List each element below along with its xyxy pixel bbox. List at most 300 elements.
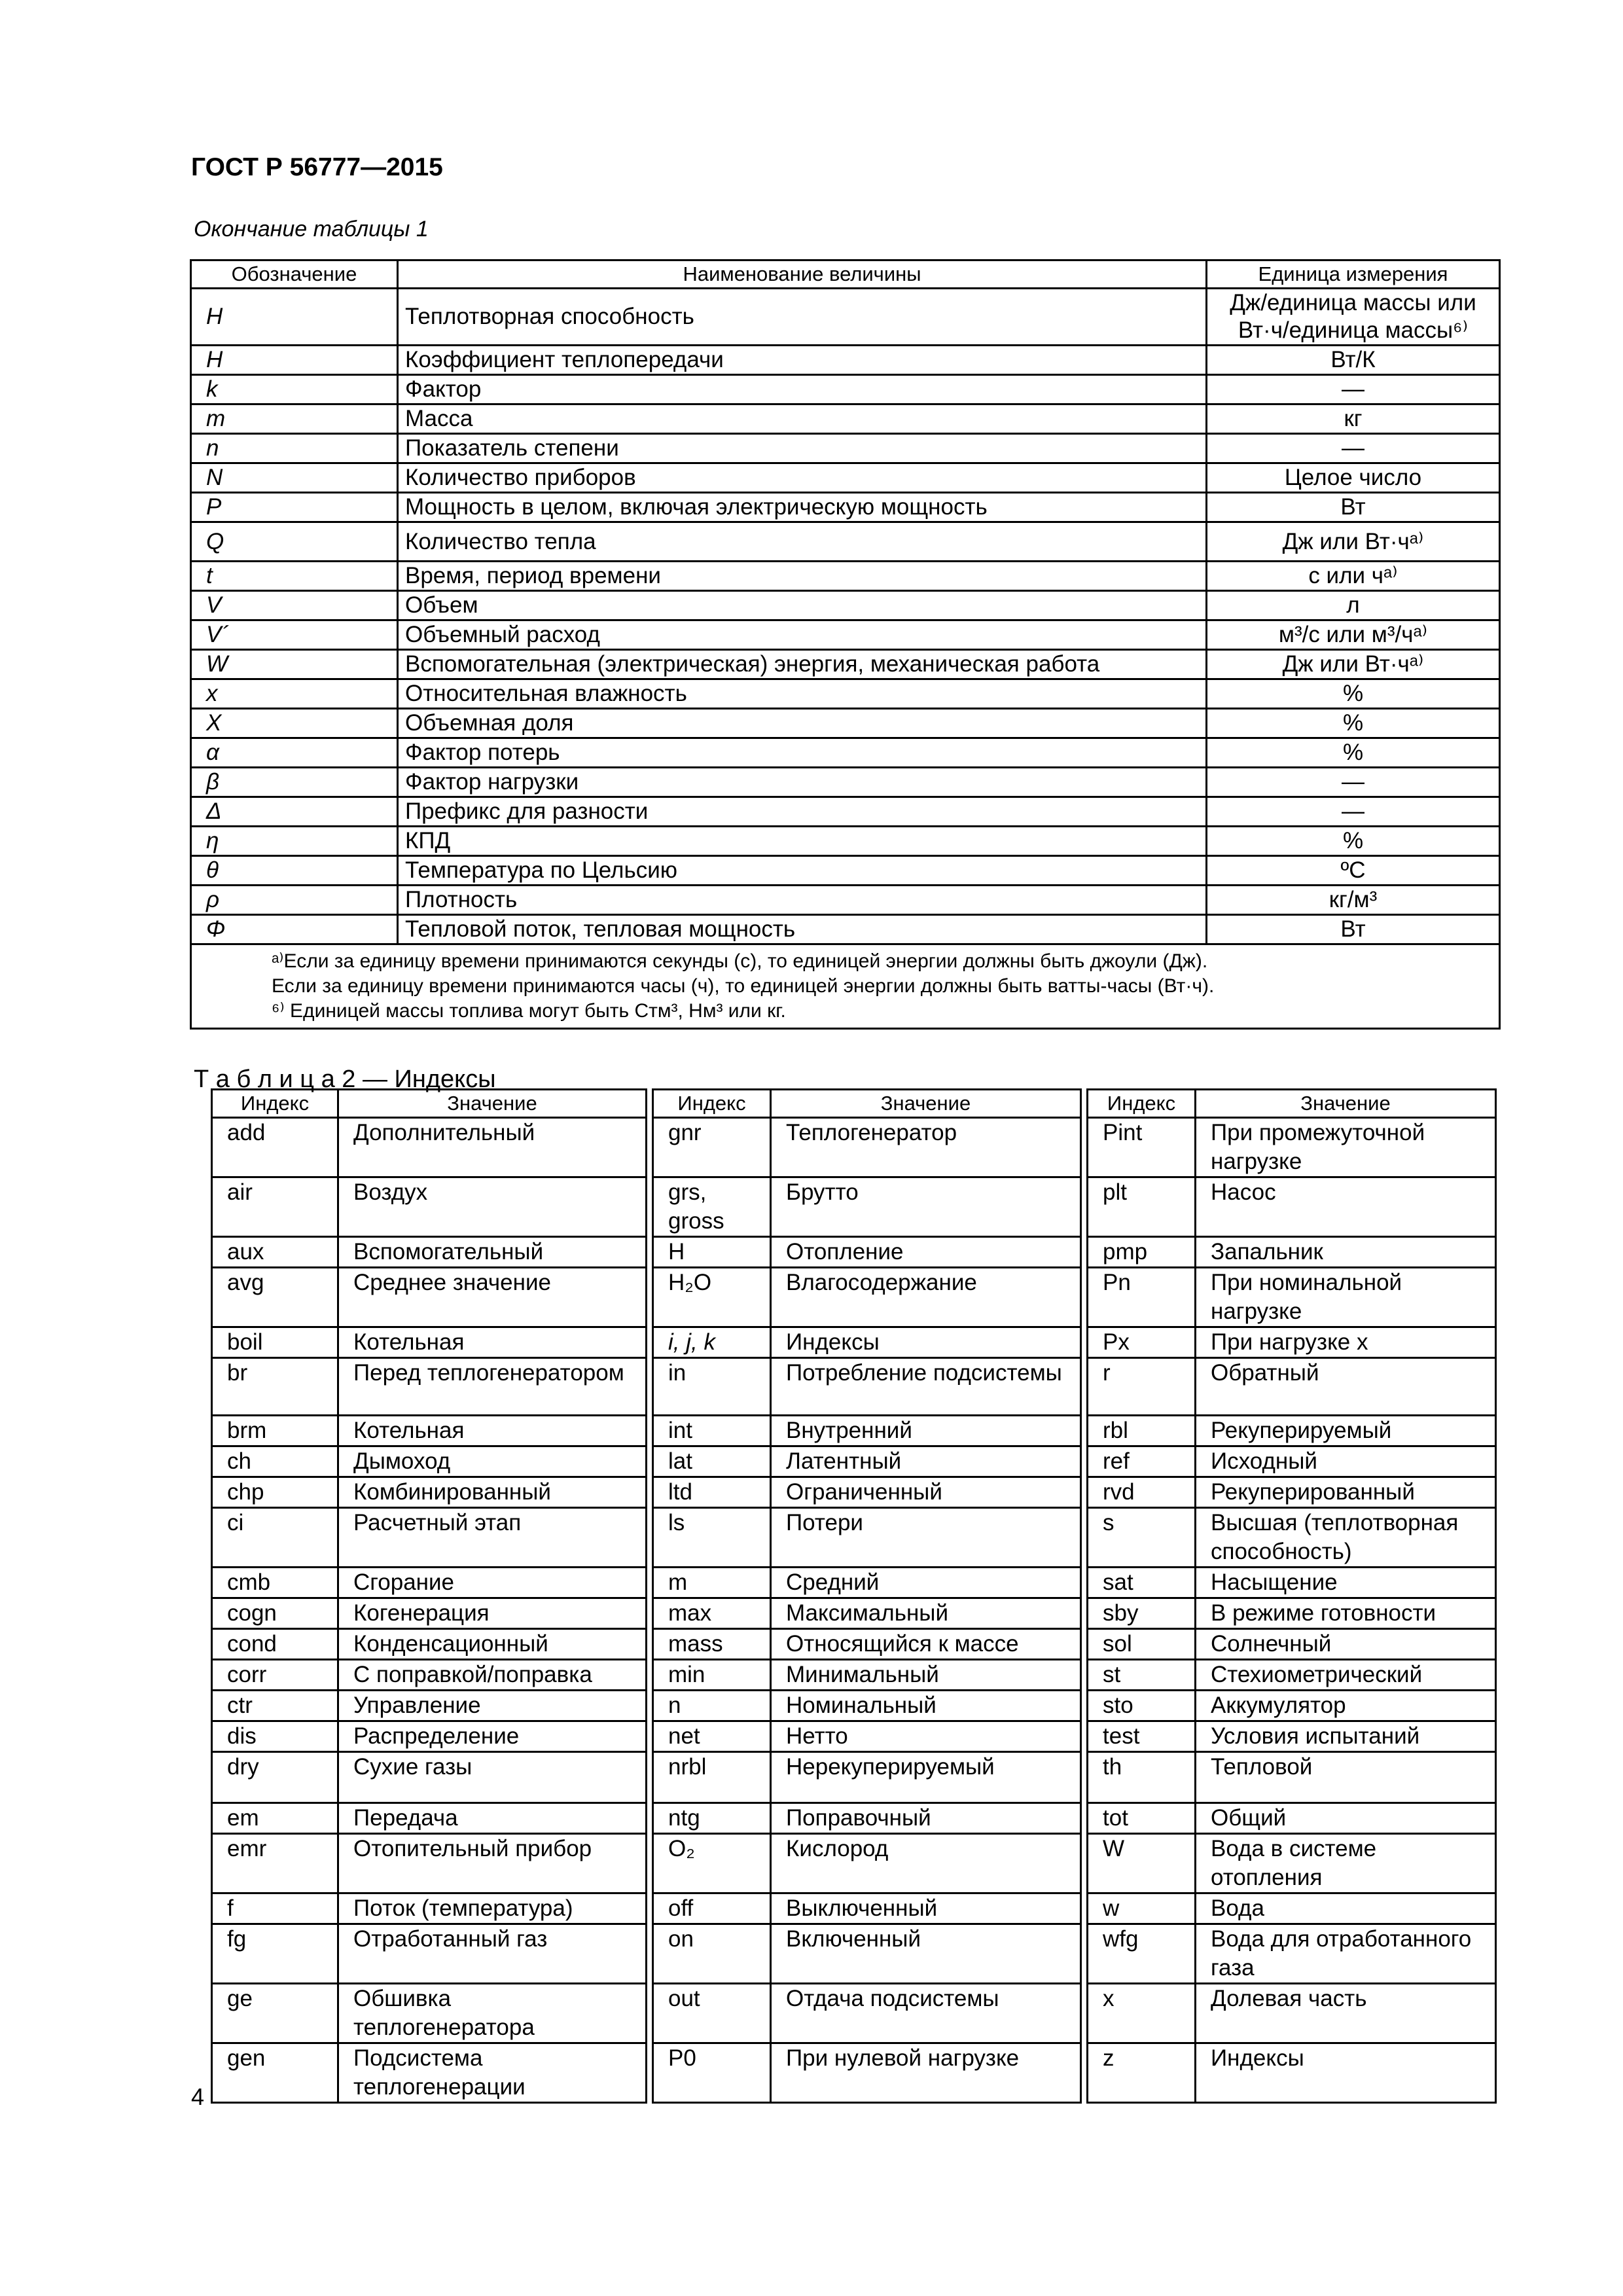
table1-cell-unit: % xyxy=(1207,827,1500,856)
table2-cell-meaning: Отопление xyxy=(771,1237,1081,1268)
table2-column-gap xyxy=(647,1598,653,1629)
table2-cell-index: H xyxy=(653,1237,771,1268)
table2-cell-meaning: Сухие газы xyxy=(338,1752,647,1803)
table2-column-gap xyxy=(647,1177,653,1237)
table2-column-gap xyxy=(1081,1893,1088,1924)
table2-cell-index: ctr xyxy=(212,1691,338,1721)
table2-column-gap xyxy=(647,2043,653,2103)
table2-cell-index: add xyxy=(212,1118,338,1177)
table1-row xyxy=(191,915,1500,944)
table2-cell-meaning: Вода xyxy=(1196,1893,1496,1924)
table1-cell-name: Фактор потерь xyxy=(398,738,1207,768)
table1-header-unit: Единица измерения xyxy=(1207,260,1500,289)
table2-column-gap xyxy=(1081,1568,1088,1598)
table2-cell-index: on xyxy=(653,1924,771,1984)
table2-cell-index: ch xyxy=(212,1446,338,1477)
table2-cell-meaning: Общий xyxy=(1196,1803,1496,1834)
table1-cell-symbol: Φ xyxy=(191,915,398,944)
table1-cell-name: Температура по Цельсию xyxy=(398,856,1207,886)
table1-row xyxy=(191,463,1500,493)
table1-row xyxy=(191,522,1500,562)
table2-cell-meaning: Отдача подсистемы xyxy=(771,1984,1081,2043)
table1-cell-symbol: V xyxy=(191,591,398,620)
table2-cell-index: gnr xyxy=(653,1118,771,1177)
table2-cell-meaning: Обратный xyxy=(1196,1358,1496,1416)
table2-cell-meaning: Рекуперируемый xyxy=(1196,1416,1496,1446)
table1-row xyxy=(191,650,1500,679)
table2-cell-index: ge xyxy=(212,1984,338,2043)
table2-column-gap xyxy=(1081,1691,1088,1721)
table2-cell-index: mass xyxy=(653,1629,771,1660)
table1-cell-unit: Дж/единица массы или Вт·ч/единица массы⁶⁾ xyxy=(1207,289,1500,346)
table2-cell-meaning: Конденсационный xyxy=(338,1629,647,1660)
table1-cell-unit: % xyxy=(1207,709,1500,738)
table2-cell-meaning: Воздух xyxy=(338,1177,647,1237)
table1-cell-symbol: θ xyxy=(191,856,398,886)
table2-cell-meaning: Латентный xyxy=(771,1446,1081,1477)
table1-cell-unit: Целое число xyxy=(1207,463,1500,493)
table1-cell-name: Коэффициент теплопередачи xyxy=(398,346,1207,375)
table2-cell-index: pmp xyxy=(1088,1237,1196,1268)
table1-cell-name: Время, период времени xyxy=(398,562,1207,591)
table2-header-row xyxy=(212,1090,1496,1118)
table2-cell-index: ntg xyxy=(653,1803,771,1834)
table2-cell-meaning: Нерекуперируемый xyxy=(771,1752,1081,1803)
table1-cell-name: Объемная доля xyxy=(398,709,1207,738)
table2-cell-index: rvd xyxy=(1088,1477,1196,1508)
table2-cell-meaning: Индексы xyxy=(771,1327,1081,1358)
table2-cell-index: ls xyxy=(653,1508,771,1568)
table2-row xyxy=(212,1629,1496,1660)
table1-cell-name: Мощность в целом, включая электрическую мощность xyxy=(398,493,1207,522)
table1-cell-unit: % xyxy=(1207,679,1500,709)
table2-column-gap xyxy=(1081,1834,1088,1893)
table1-cell-unit: Вт xyxy=(1207,493,1500,522)
table2-cell-index: Pint xyxy=(1088,1118,1196,1177)
table2-cell-meaning: Максимальный xyxy=(771,1598,1081,1629)
table2-cell-meaning: Исходный xyxy=(1196,1446,1496,1477)
table1-row xyxy=(191,434,1500,463)
table1-row xyxy=(191,591,1500,620)
table2-column-gap xyxy=(1081,1237,1088,1268)
table2-column-gap xyxy=(1081,1752,1088,1803)
table2-cell-meaning: Потери xyxy=(771,1508,1081,1568)
table2-cell-meaning: Комбинированный xyxy=(338,1477,647,1508)
table2-column-gap xyxy=(1081,1358,1088,1416)
table2-cell-index: i, j, k xyxy=(653,1327,771,1358)
table2-column-gap xyxy=(1081,1090,1088,1118)
table2-cell-index: Px xyxy=(1088,1327,1196,1358)
table1-row xyxy=(191,289,1500,346)
table2-cell-meaning: Отопительный прибор xyxy=(338,1834,647,1893)
table2-cell-index: int xyxy=(653,1416,771,1446)
table2-column-gap xyxy=(1081,2043,1088,2103)
table2-cell-meaning: При номинальной нагрузке xyxy=(1196,1268,1496,1327)
table2-cell-index: ref xyxy=(1088,1446,1196,1477)
table2-header-index: Индекс xyxy=(653,1090,771,1118)
table2-cell-index: in xyxy=(653,1358,771,1416)
table2-cell-meaning: Котельная xyxy=(338,1416,647,1446)
table2-column-gap xyxy=(647,1237,653,1268)
table2-cell-index: rbl xyxy=(1088,1416,1196,1446)
table1-cell-unit: ºС xyxy=(1207,856,1500,886)
table2-row xyxy=(212,1660,1496,1691)
table2-column-gap xyxy=(647,1629,653,1660)
table2-cell-index: f xyxy=(212,1893,338,1924)
table2-cell-meaning: Высшая (теплотворная способность) xyxy=(1196,1508,1496,1568)
table1-cell-unit: кг xyxy=(1207,404,1500,434)
table1-note: ⁶⁾ Единицей массы топлива могут быть Стм³, Нм³ или кг. xyxy=(272,1000,786,1022)
table1-cell-unit: л xyxy=(1207,591,1500,620)
table2-cell-meaning: Сгорание xyxy=(338,1568,647,1598)
table2-cell-meaning: Относящийся к массе xyxy=(771,1629,1081,1660)
table1-cell-symbol: x xyxy=(191,679,398,709)
table2-column-gap xyxy=(1081,1660,1088,1691)
table2-header-index: Индекс xyxy=(1088,1090,1196,1118)
table1-row xyxy=(191,827,1500,856)
table2-column-gap xyxy=(1081,1416,1088,1446)
table2-cell-index: th xyxy=(1088,1752,1196,1803)
table2-row xyxy=(212,1268,1496,1327)
table1-row xyxy=(191,493,1500,522)
table1-cell-unit: Вт xyxy=(1207,915,1500,944)
table1-cell-name: Фактор xyxy=(398,375,1207,404)
table1-cell-unit: — xyxy=(1207,434,1500,463)
table2-row xyxy=(212,1893,1496,1924)
table2-cell-meaning: В режиме готовности xyxy=(1196,1598,1496,1629)
table2-cell-meaning: Солнечный xyxy=(1196,1629,1496,1660)
table-1 xyxy=(190,259,1501,1030)
table1-cell-unit: — xyxy=(1207,375,1500,404)
table2-column-gap xyxy=(647,1358,653,1416)
table1-header-row xyxy=(191,260,1500,289)
table1-row xyxy=(191,856,1500,886)
table2-cell-meaning: Включенный xyxy=(771,1924,1081,1984)
table2-cell-index: cmb xyxy=(212,1568,338,1598)
table2-cell-meaning: Брутто xyxy=(771,1177,1081,1237)
table1-row xyxy=(191,404,1500,434)
table2-cell-index: aux xyxy=(212,1237,338,1268)
table2-cell-index: n xyxy=(653,1691,771,1721)
table1-cell-unit: Дж или Вт·чᵃ⁾ xyxy=(1207,522,1500,562)
table1-cell-name: Объем xyxy=(398,591,1207,620)
table1-cell-symbol: η xyxy=(191,827,398,856)
table2-cell-meaning: Насос xyxy=(1196,1177,1496,1237)
table1-cell-name: Префикс для разности xyxy=(398,797,1207,827)
table2-cell-index: dis xyxy=(212,1721,338,1752)
table2-cell-meaning: Потребление подсистемы xyxy=(771,1358,1081,1416)
table1-cell-unit: Вт/К xyxy=(1207,346,1500,375)
table2-column-gap xyxy=(647,1090,653,1118)
table2-cell-index: min xyxy=(653,1660,771,1691)
table1-cell-symbol: N xyxy=(191,463,398,493)
table2-cell-index: P0 xyxy=(653,2043,771,2103)
table2-cell-index: emr xyxy=(212,1834,338,1893)
table1-notes-row xyxy=(191,944,1500,1029)
table2-row xyxy=(212,1924,1496,1984)
table2-cell-index: gen xyxy=(212,2043,338,2103)
table1-row xyxy=(191,797,1500,827)
table2-cell-index: dry xyxy=(212,1752,338,1803)
table2-column-gap xyxy=(647,1803,653,1834)
table1-row xyxy=(191,768,1500,797)
table2-cell-meaning: Нетто xyxy=(771,1721,1081,1752)
table2-cell-index: out xyxy=(653,1984,771,2043)
table2-cell-index: sol xyxy=(1088,1629,1196,1660)
table2-cell-index: s xyxy=(1088,1508,1196,1568)
table2-cell-meaning: Условия испытаний xyxy=(1196,1721,1496,1752)
table1-cell-name: Объемный расход xyxy=(398,620,1207,650)
table1-cell-symbol: Δ xyxy=(191,797,398,827)
table2-header-meaning: Значение xyxy=(1196,1090,1496,1118)
table2-cell-index: em xyxy=(212,1803,338,1834)
table2-row xyxy=(212,1508,1496,1568)
table1-cell-symbol: Q xyxy=(191,522,398,562)
table1-cell-name: Тепловой поток, тепловая мощность xyxy=(398,915,1207,944)
table1-cell-name: Количество приборов xyxy=(398,463,1207,493)
table2-cell-index: fg xyxy=(212,1924,338,1984)
table2-row xyxy=(212,1803,1496,1834)
table2-cell-meaning: Насыщение xyxy=(1196,1568,1496,1598)
table2-column-gap xyxy=(647,1691,653,1721)
table2-header-index: Индекс xyxy=(212,1090,338,1118)
table1-cell-symbol: V´ xyxy=(191,620,398,650)
table2-cell-meaning: Вода в системе отопления xyxy=(1196,1834,1496,1893)
table1-cell-symbol: β xyxy=(191,768,398,797)
table2-column-gap xyxy=(647,1893,653,1924)
table1-cell-symbol: X xyxy=(191,709,398,738)
table2-column-gap xyxy=(647,1416,653,1446)
table2-cell-meaning: Теплогенератор xyxy=(771,1118,1081,1177)
table1-cell-name: Показатель степени xyxy=(398,434,1207,463)
table2-column-gap xyxy=(647,1660,653,1691)
table2-cell-index: chp xyxy=(212,1477,338,1508)
table2-column-gap xyxy=(647,1568,653,1598)
table1-cell-unit: Дж или Вт·чᵃ⁾ xyxy=(1207,650,1500,679)
table2-cell-index: air xyxy=(212,1177,338,1237)
table2-cell-index: grs, gross xyxy=(653,1177,771,1237)
table2-header-meaning: Значение xyxy=(338,1090,647,1118)
table2-column-gap xyxy=(647,1477,653,1508)
table2-cell-index: tot xyxy=(1088,1803,1196,1834)
table1-cell-symbol: W xyxy=(191,650,398,679)
table2-cell-meaning: При промежуточной нагрузке xyxy=(1196,1118,1496,1177)
table1-row xyxy=(191,375,1500,404)
table2-cell-index: off xyxy=(653,1893,771,1924)
table2-row xyxy=(212,1177,1496,1237)
table2-cell-index: x xyxy=(1088,1984,1196,2043)
table2-column-gap xyxy=(1081,1477,1088,1508)
table2-column-gap xyxy=(647,1508,653,1568)
table2-cell-meaning: Выключенный xyxy=(771,1893,1081,1924)
table2-cell-index: avg xyxy=(212,1268,338,1327)
table2-cell-index: ltd xyxy=(653,1477,771,1508)
table-2 xyxy=(211,1088,1497,2104)
table2-cell-index: test xyxy=(1088,1721,1196,1752)
table1-row xyxy=(191,886,1500,915)
table2-cell-index: max xyxy=(653,1598,771,1629)
table1-cell-symbol: n xyxy=(191,434,398,463)
table2-cell-meaning: Индексы xyxy=(1196,2043,1496,2103)
table1-cell-name: Плотность xyxy=(398,886,1207,915)
table2-cell-index: boil xyxy=(212,1327,338,1358)
table2-row xyxy=(212,1834,1496,1893)
table2-row xyxy=(212,1568,1496,1598)
table2-cell-index: sat xyxy=(1088,1568,1196,1598)
table2-column-gap xyxy=(647,1752,653,1803)
table2-cell-meaning: Дымоход xyxy=(338,1446,647,1477)
table1-cell-unit: — xyxy=(1207,768,1500,797)
table1-row xyxy=(191,346,1500,375)
table2-row xyxy=(212,1598,1496,1629)
table1-cell-symbol: H xyxy=(191,289,398,346)
table2-cell-index: lat xyxy=(653,1446,771,1477)
table2-cell-meaning: При нагрузке x xyxy=(1196,1327,1496,1358)
table2-cell-index: plt xyxy=(1088,1177,1196,1237)
table2-row xyxy=(212,1327,1496,1358)
table2-cell-index: cond xyxy=(212,1629,338,1660)
table2-cell-index: cogn xyxy=(212,1598,338,1629)
table2-cell-meaning: Рекуперированный xyxy=(1196,1477,1496,1508)
table2-column-gap xyxy=(1081,1629,1088,1660)
table2-cell-meaning: Вспомогательный xyxy=(338,1237,647,1268)
table2-row xyxy=(212,1118,1496,1177)
table1-cell-name: КПД xyxy=(398,827,1207,856)
table1-cell-name: Фактор нагрузки xyxy=(398,768,1207,797)
table2-column-gap xyxy=(1081,1803,1088,1834)
table2-cell-meaning: Поток (температура) xyxy=(338,1893,647,1924)
table1-header-name: Наименование величины xyxy=(398,260,1207,289)
table2-cell-meaning: Тепловой xyxy=(1196,1752,1496,1803)
table2-cell-index: r xyxy=(1088,1358,1196,1416)
table2-cell-index: w xyxy=(1088,1893,1196,1924)
table2-header-meaning: Значение xyxy=(771,1090,1081,1118)
table2-cell-meaning: С поправкой/поправка xyxy=(338,1660,647,1691)
table1-cell-unit: кг/м³ xyxy=(1207,886,1500,915)
table1-cell-name: Теплотворная способность xyxy=(398,289,1207,346)
table2-cell-index: W xyxy=(1088,1834,1196,1893)
table2-cell-index: wfg xyxy=(1088,1924,1196,1984)
table2-cell-meaning: Аккумулятор xyxy=(1196,1691,1496,1721)
table2-cell-meaning: Долевая часть xyxy=(1196,1984,1496,2043)
table2-cell-index: sby xyxy=(1088,1598,1196,1629)
table2-cell-index: m xyxy=(653,1568,771,1598)
table2-row xyxy=(212,1752,1496,1803)
table2-cell-meaning: Кислород xyxy=(771,1834,1081,1893)
table1-note: Если за единицу времени принимаются часы (ч), то единицей энергии должны быть ватты-часы (Вт·ч). xyxy=(272,975,1215,997)
table1-cell-symbol: P xyxy=(191,493,398,522)
table1-cell-symbol: k xyxy=(191,375,398,404)
table2-cell-meaning: Расчетный этап xyxy=(338,1508,647,1568)
table1-cell-unit: — xyxy=(1207,797,1500,827)
table2-column-gap xyxy=(1081,1268,1088,1327)
table2-cell-index: nrbl xyxy=(653,1752,771,1803)
table2-column-gap xyxy=(1081,1598,1088,1629)
table2-cell-meaning: Среднее значение xyxy=(338,1268,647,1327)
table2-cell-index: brm xyxy=(212,1416,338,1446)
table2-column-gap xyxy=(647,1118,653,1177)
table2-column-gap xyxy=(1081,1327,1088,1358)
table2-row xyxy=(212,1477,1496,1508)
table2-column-gap xyxy=(1081,1924,1088,1984)
table1-caption: Окончание таблицы 1 xyxy=(194,217,429,242)
table1-cell-name: Масса xyxy=(398,404,1207,434)
table1-row xyxy=(191,620,1500,650)
table1-cell-symbol: m xyxy=(191,404,398,434)
table2-row xyxy=(212,1416,1496,1446)
table2-cell-index: corr xyxy=(212,1660,338,1691)
table1-cell-name: Вспомогательная (электрическая) энергия, механическая работа xyxy=(398,650,1207,679)
table2-cell-meaning: Передача xyxy=(338,1803,647,1834)
table1-note: ᵃ⁾Если за единицу времени принимаются секунды (с), то единицей энергии должны быть джоули (Дж). xyxy=(272,950,1208,972)
table1-notes xyxy=(191,944,1500,1029)
table2-cell-meaning: Когенерация xyxy=(338,1598,647,1629)
table2-cell-meaning: Подсистема теплогенерации xyxy=(338,2043,647,2103)
table1-cell-unit: м³/с или м³/чᵃ⁾ xyxy=(1207,620,1500,650)
table2-cell-meaning: Поправочный xyxy=(771,1803,1081,1834)
table1-cell-unit: с или чᵃ⁾ xyxy=(1207,562,1500,591)
table2-cell-meaning: Отработанный газ xyxy=(338,1924,647,1984)
table2-cell-meaning: Распределение xyxy=(338,1721,647,1752)
table2-cell-index: sto xyxy=(1088,1691,1196,1721)
table2-cell-index: net xyxy=(653,1721,771,1752)
table2-row xyxy=(212,1358,1496,1416)
table2-cell-meaning: Управление xyxy=(338,1691,647,1721)
table2-cell-meaning: Средний xyxy=(771,1568,1081,1598)
table2-column-gap xyxy=(1081,1446,1088,1477)
table2-cell-meaning: Стехиометрический xyxy=(1196,1660,1496,1691)
table2-row xyxy=(212,1691,1496,1721)
table2-cell-meaning: Минимальный xyxy=(771,1660,1081,1691)
table1-cell-symbol: t xyxy=(191,562,398,591)
table2-cell-meaning: Котельная xyxy=(338,1327,647,1358)
table2-cell-meaning: При нулевой нагрузке xyxy=(771,2043,1081,2103)
table2-cell-meaning: Влагосодержание xyxy=(771,1268,1081,1327)
table1-cell-name: Количество тепла xyxy=(398,522,1207,562)
table2-cell-meaning: Вода для отработанного газа xyxy=(1196,1924,1496,1984)
table1-row xyxy=(191,679,1500,709)
table2-cell-index: z xyxy=(1088,2043,1196,2103)
table2-column-gap xyxy=(647,1834,653,1893)
table2-cell-index: st xyxy=(1088,1660,1196,1691)
table1-cell-symbol: ρ xyxy=(191,886,398,915)
table2-cell-index: O₂ xyxy=(653,1834,771,1893)
table2-cell-index: br xyxy=(212,1358,338,1416)
table2-column-gap xyxy=(647,1721,653,1752)
table1-cell-unit: % xyxy=(1207,738,1500,768)
table2-cell-index: ci xyxy=(212,1508,338,1568)
table2-column-gap xyxy=(1081,1984,1088,2043)
table2-row xyxy=(212,2043,1496,2103)
table2-column-gap xyxy=(647,1984,653,2043)
table2-caption: Т а б л и ц а 2 — Индексы xyxy=(194,1066,496,1093)
table2-cell-meaning: Обшивка теплогенератора xyxy=(338,1984,647,2043)
table2-cell-meaning: Ограниченный xyxy=(771,1477,1081,1508)
table2-cell-meaning: Дополнительный xyxy=(338,1118,647,1177)
table2-column-gap xyxy=(1081,1508,1088,1568)
table2-row xyxy=(212,1237,1496,1268)
table2-row xyxy=(212,1984,1496,2043)
table1-cell-name: Относительная влажность xyxy=(398,679,1207,709)
table2-cell-index: H₂O xyxy=(653,1268,771,1327)
table2-cell-meaning: Внутренний xyxy=(771,1416,1081,1446)
table2-cell-meaning: Перед теплогенератором xyxy=(338,1358,647,1416)
table1-cell-symbol: α xyxy=(191,738,398,768)
table2-column-gap xyxy=(647,1268,653,1327)
table2-column-gap xyxy=(1081,1118,1088,1177)
table1-row xyxy=(191,709,1500,738)
table1-row xyxy=(191,738,1500,768)
